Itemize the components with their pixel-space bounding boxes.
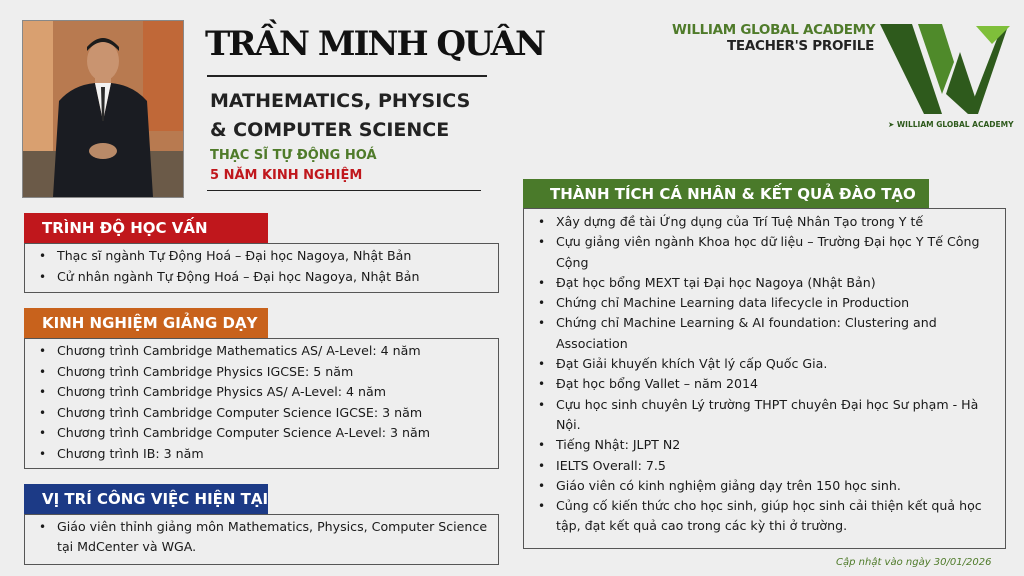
divider bbox=[207, 75, 487, 77]
current-position-heading: VỊ TRÍ CÔNG VIỆC HIỆN TẠI bbox=[24, 484, 268, 514]
subjects-line-2: & COMPUTER SCIENCE bbox=[210, 119, 450, 141]
updated-date: Cập nhật vào ngày 30/01/2026 bbox=[836, 557, 992, 568]
teacher-name: TRẦN MINH QUÂN bbox=[205, 24, 545, 64]
list-item: • Đạt Giải khuyến khích Vật lý cấp Quốc Gia. bbox=[532, 354, 999, 374]
brand-name: WILLIAM GLOBAL ACADEMY bbox=[672, 22, 876, 38]
brand-subtitle: TEACHER'S PROFILE bbox=[727, 38, 874, 54]
list-item: • Chương trình Cambridge Computer Science IGCSE: 3 năm bbox=[33, 403, 492, 424]
list-item: • Chương trình Cambridge Mathematics AS/ A-Level: 4 năm bbox=[33, 341, 492, 362]
list-item: • Chương trình IB: 3 năm bbox=[33, 444, 492, 465]
current-position-list bbox=[33, 517, 492, 557]
list-item: • Giáo viên thỉnh giảng môn Mathematics, Physics, Computer Science tại MdCenter và WGA. bbox=[33, 517, 492, 557]
list-item: • Chương trình Cambridge Physics AS/ A-Level: 4 năm bbox=[33, 382, 492, 403]
list-item: • Chương trình Cambridge Computer Science A-Level: 3 năm bbox=[33, 423, 492, 444]
divider bbox=[207, 190, 481, 191]
subjects-line-1: MATHEMATICS, PHYSICS bbox=[210, 90, 471, 112]
teaching-experience-box bbox=[24, 338, 499, 469]
current-position-box bbox=[24, 514, 499, 565]
achievements-box bbox=[523, 208, 1006, 549]
list-item: • Chương trình Cambridge Physics IGCSE: 5 năm bbox=[33, 362, 492, 383]
education-list bbox=[33, 246, 492, 287]
degree-label: THẠC SĨ TỰ ĐỘNG HOÁ bbox=[210, 148, 377, 163]
list-item: • Củng cố kiến thức cho học sinh, giúp học sinh cải thiện kết quả học tập, đạt kết quả cao trong các kỳ thi ở trường. bbox=[532, 496, 999, 537]
achievements-heading: THÀNH TÍCH CÁ NHÂN & KẾT QUẢ ĐÀO TẠO bbox=[523, 179, 929, 209]
list-item: • Thạc sĩ ngành Tự Động Hoá – Đại học Nagoya, Nhật Bản bbox=[33, 246, 492, 267]
education-box bbox=[24, 243, 499, 293]
list-item: • Cử nhân ngành Tự Động Hoá – Đại học Nagoya, Nhật Bản bbox=[33, 267, 492, 288]
achievements-list bbox=[532, 212, 999, 537]
list-item: • Đạt học bổng Vallet – năm 2014 bbox=[532, 374, 999, 394]
experience-label: 5 NĂM KINH NGHIỆM bbox=[210, 168, 363, 183]
list-item: • Xây dựng đề tài Ứng dụng của Trí Tuệ Nhân Tạo trong Y tế bbox=[532, 212, 999, 232]
list-item: • Cựu giảng viên ngành Khoa học dữ liệu – Trường Đại học Y Tế Công Cộng bbox=[532, 232, 999, 273]
logo-arrow-icon: ➤ bbox=[888, 120, 897, 129]
teacher-photo bbox=[22, 20, 184, 198]
list-item: • Chứng chỉ Machine Learning data lifecycle in Production bbox=[532, 293, 999, 313]
education-heading: TRÌNH ĐỘ HỌC VẤN bbox=[24, 213, 268, 243]
list-item: • Tiếng Nhật: JLPT N2 bbox=[532, 435, 999, 455]
wga-w-logo-icon bbox=[880, 22, 1010, 117]
teaching-experience-list bbox=[33, 341, 492, 464]
list-item: • IELTS Overall: 7.5 bbox=[532, 456, 999, 476]
logo-caption: ➤ WILLIAM GLOBAL ACADEMY bbox=[888, 120, 1014, 129]
list-item: • Giáo viên có kinh nghiệm giảng dạy trên 150 học sinh. bbox=[532, 476, 999, 496]
list-item: • Đạt học bổng MEXT tại Đại học Nagoya (Nhật Bản) bbox=[532, 273, 999, 293]
list-item: • Chứng chỉ Machine Learning & AI foundation: Clustering and Association bbox=[532, 313, 999, 354]
teaching-experience-heading: KINH NGHIỆM GIẢNG DẠY bbox=[24, 308, 268, 338]
list-item: • Cựu học sinh chuyên Lý trường THPT chuyên Đại học Sư phạm - Hà Nội. bbox=[532, 395, 999, 436]
